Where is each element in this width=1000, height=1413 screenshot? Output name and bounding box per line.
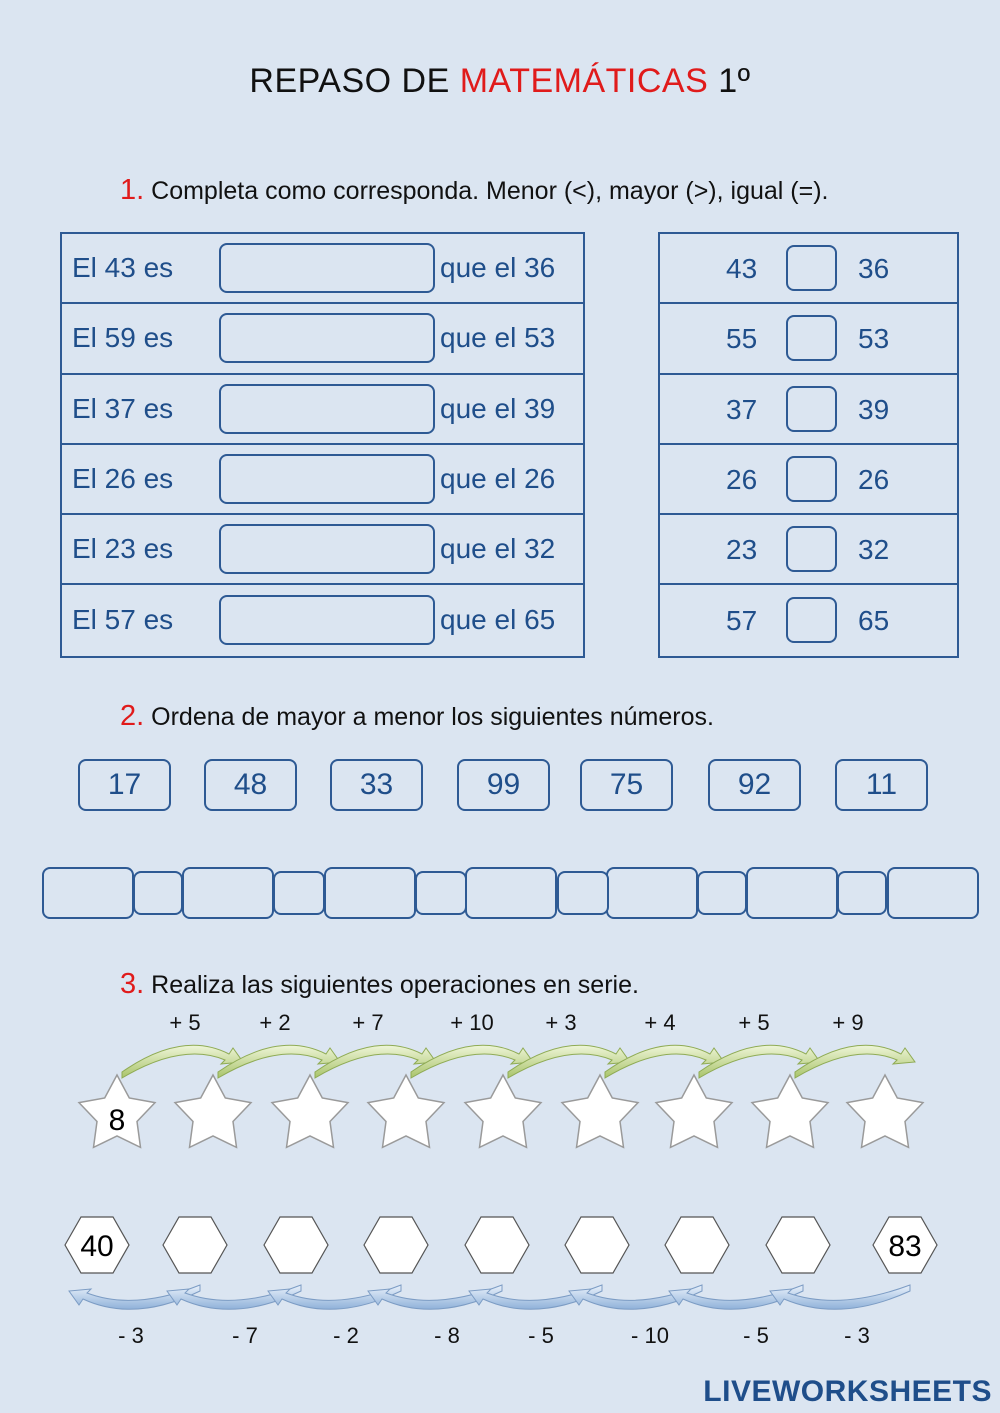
comparison-row [62,304,583,374]
star-answer-input[interactable] [368,1075,444,1147]
section2-number: 2. [120,700,145,732]
subtraction-arrow [770,1285,910,1309]
comparison-row [62,234,583,304]
top-operation-label: + 4 [644,1010,676,1035]
section2-instructions: Ordena de mayor a menor los siguientes números. [151,703,714,731]
page-title [0,62,1000,101]
order-slot[interactable] [324,867,416,919]
section1-number: 1. [120,174,145,206]
bottom-operation-label: - 7 [232,1323,258,1348]
top-operation-label: + 5 [169,1010,201,1035]
row-right-text: que el 39 [440,392,556,424]
symbol-left-number: 23 [726,534,758,566]
order-symbol-slot[interactable] [133,871,183,915]
symbol-row [660,445,957,515]
symbol-right-number: 26 [858,463,890,495]
comparison-word-input[interactable] [219,313,435,363]
top-operation-label: + 5 [738,1010,770,1035]
section3-heading [120,968,639,1001]
section1-heading [120,174,828,207]
comparison-row [62,445,583,515]
bottom-operation-label: - 10 [631,1323,669,1348]
order-symbol-slot[interactable] [273,871,325,915]
symbol-right-number: 39 [858,393,890,425]
comparison-symbol-input[interactable] [786,245,837,291]
number-box[interactable]: 99 [457,759,550,811]
addition-arrow [795,1045,915,1078]
title-part-3: 1º [708,62,751,100]
order-slot[interactable] [606,867,698,919]
row-left-text: El 23 es [72,533,174,565]
hexagon-series [0,1205,1000,1325]
section3-number: 3. [120,968,145,1000]
comparison-row [62,375,583,445]
liveworksheets-logo [703,1375,992,1409]
bottom-operation-label: - 2 [333,1323,359,1348]
symbol-left-number: 26 [726,463,758,495]
row-right-text: que el 53 [440,322,556,354]
star-answer-input[interactable] [847,1075,923,1147]
top-operation-label: + 7 [352,1010,384,1035]
hexagon-end-value: 83 [888,1230,922,1263]
comparison-word-input[interactable] [219,454,435,504]
order-symbol-slot[interactable] [415,871,467,915]
comparison-symbol-input[interactable] [786,526,837,572]
hexagon-answer-input[interactable] [565,1217,629,1273]
title-part-2: MATEMÁTICAS [459,62,709,100]
section3-instructions: Realiza las siguientes operaciones en serie. [151,971,639,999]
hexagon-answer-input[interactable] [163,1217,227,1273]
star-answer-input[interactable] [752,1075,828,1147]
symbol-right-number: 53 [858,323,890,355]
bottom-operation-label: - 5 [528,1323,554,1348]
top-operation-label: + 9 [832,1010,864,1035]
bottom-operation-label: - 8 [434,1323,460,1348]
comparison-word-input[interactable] [219,595,435,645]
row-right-text: que el 65 [440,603,556,635]
order-symbol-slot[interactable] [837,871,887,915]
star-answer-input[interactable] [175,1075,251,1147]
symbol-row [660,304,957,374]
number-box[interactable]: 75 [580,759,673,811]
row-left-text: El 57 es [72,603,174,635]
symbol-right-number: 32 [858,534,890,566]
hexagon-answer-input[interactable] [264,1217,328,1273]
section2-heading [120,700,714,733]
comparison-table-symbols [658,232,959,658]
row-right-text: que el 26 [440,462,556,494]
symbol-right-number: 36 [858,253,890,284]
top-operation-label: + 10 [450,1010,494,1035]
symbol-row [660,586,957,656]
symbol-row [660,515,957,585]
row-left-text: El 26 es [72,462,174,494]
order-symbol-slot[interactable] [697,871,747,915]
comparison-row [62,515,583,585]
number-box[interactable]: 48 [204,759,297,811]
number-box[interactable]: 11 [835,759,928,811]
logo-text: LIVEWORKSHEETS [703,1375,992,1408]
comparison-symbol-input[interactable] [786,315,837,361]
order-slot[interactable] [887,867,979,919]
comparison-word-input[interactable] [219,384,435,434]
comparison-symbol-input[interactable] [786,456,837,502]
section1-instructions: Completa como corresponda. Menor (<), mayor (>), igual (=). [151,177,829,205]
row-left-text: El 43 es [72,252,174,283]
title-part-1: REPASO DE [249,62,460,100]
symbol-right-number: 65 [858,604,890,636]
bottom-operation-label: - 5 [743,1323,769,1348]
order-slot[interactable] [42,867,134,919]
number-box[interactable]: 33 [330,759,423,811]
comparison-table-words [60,232,585,658]
symbol-left-number: 43 [726,253,758,284]
row-right-text: que el 32 [440,533,556,565]
row-left-text: El 59 es [72,322,174,354]
comparison-word-input[interactable] [219,524,435,574]
star-series [0,1030,1000,1160]
row-right-text: que el 36 [440,252,556,283]
star-start-value: 8 [108,1104,126,1137]
top-operation-label: + 2 [259,1010,291,1035]
order-slot[interactable] [465,867,557,919]
comparison-symbol-input[interactable] [786,597,837,643]
hexagon-start-value: 40 [80,1230,114,1263]
star-answer-input[interactable] [562,1075,638,1147]
hexagon-answer-input[interactable] [766,1217,830,1273]
comparison-word-input[interactable] [219,243,435,293]
star-answer-input[interactable] [465,1075,541,1147]
symbol-left-number: 55 [726,323,758,355]
order-slot[interactable] [746,867,838,919]
number-box[interactable]: 92 [708,759,801,811]
symbol-left-number: 37 [726,393,758,425]
symbol-row [660,375,957,445]
star-answer-input[interactable] [272,1075,348,1147]
number-box[interactable]: 17 [78,759,171,811]
comparison-row [62,586,583,656]
comparison-symbol-input[interactable] [786,386,837,432]
star-answer-input[interactable] [656,1075,732,1147]
order-symbol-slot[interactable] [557,871,609,915]
hexagon-answer-input[interactable] [364,1217,428,1273]
symbol-left-number: 57 [726,604,758,636]
row-left-text: El 37 es [72,392,174,424]
order-slot[interactable] [182,867,274,919]
hexagon-answer-input[interactable] [465,1217,529,1273]
top-operation-label: + 3 [545,1010,577,1035]
bottom-operation-label: - 3 [118,1323,144,1348]
bottom-operation-label: - 3 [844,1323,870,1348]
hexagon-answer-input[interactable] [665,1217,729,1273]
symbol-row [660,234,957,304]
